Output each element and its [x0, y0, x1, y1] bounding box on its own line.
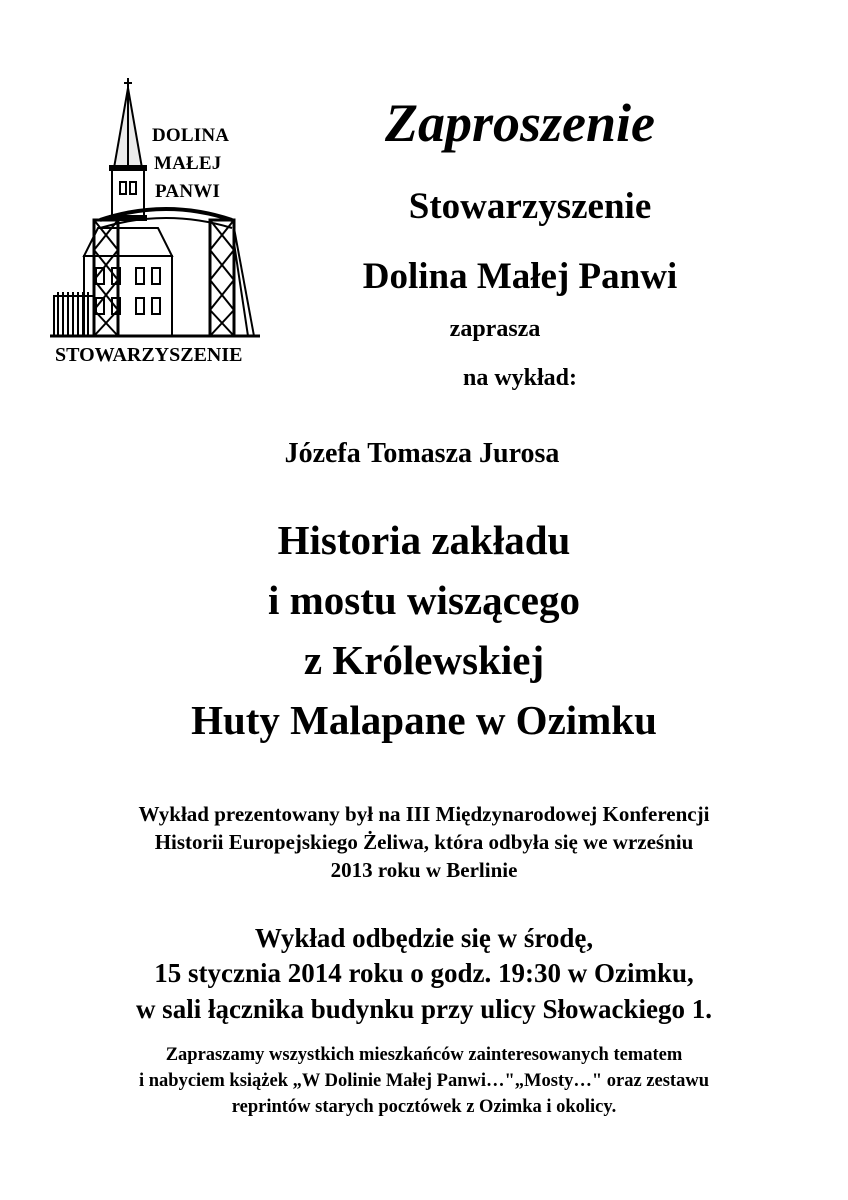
church-bridge-logo-icon [50, 78, 260, 343]
invites-text: zaprasza [449, 316, 541, 342]
lecture-title-line1: Historia zakładu [277, 517, 571, 563]
association-logo [50, 78, 260, 373]
invitation-title: Zaproszenie [385, 93, 655, 153]
logo-text-line3: PANWI [155, 181, 221, 202]
footer-line2: i nabyciem książek „W Dolinie Małej Panwi…"„Mosty…" oraz zestawu [138, 1071, 709, 1091]
lecture-title-line3: z Królewskiej [303, 637, 545, 683]
speaker-name [0, 440, 848, 468]
event-time-line3: w sali łącznika budynku przy ulicy Słowackiego 1. [135, 994, 713, 1024]
footer-line1: Zapraszamy wszystkich mieszkańców zainteresowanych tematem [165, 1045, 683, 1065]
lecture-label: na wykład: [462, 365, 578, 391]
event-time-line1: Wykład odbędzie się w środę, [254, 923, 594, 953]
logo-text-line2: MAŁEJ [154, 153, 222, 174]
info-line3: 2013 roku w Berlinie [330, 858, 518, 882]
logo-text-line1: DOLINA [152, 125, 230, 146]
footer-line3: reprintów starych pocztówek z Ozimka i okolicy. [231, 1097, 617, 1117]
info-line1: Wykład prezentowany był na III Międzynarodowej Konferencji [138, 802, 710, 826]
organization-name-line2: Dolina Małej Panwi [362, 256, 678, 297]
speaker-name-text: Józefa Tomasza Jurosa [284, 438, 560, 469]
event-time-line2: 15 stycznia 2014 roku o godz. 19:30 w Ozimku, [154, 958, 694, 988]
organization-name-line1: Stowarzyszenie [408, 186, 652, 227]
info-line2: Historii Europejskiego Żeliwa, która odbyła się we wrześniu [154, 830, 694, 854]
lecture-title-line4: Huty Malapane w Ozimku [191, 697, 657, 743]
lecture-title-line2: i mostu wiszącego [267, 577, 580, 623]
logo-text-line4: STOWARZYSZENIE [55, 344, 243, 366]
